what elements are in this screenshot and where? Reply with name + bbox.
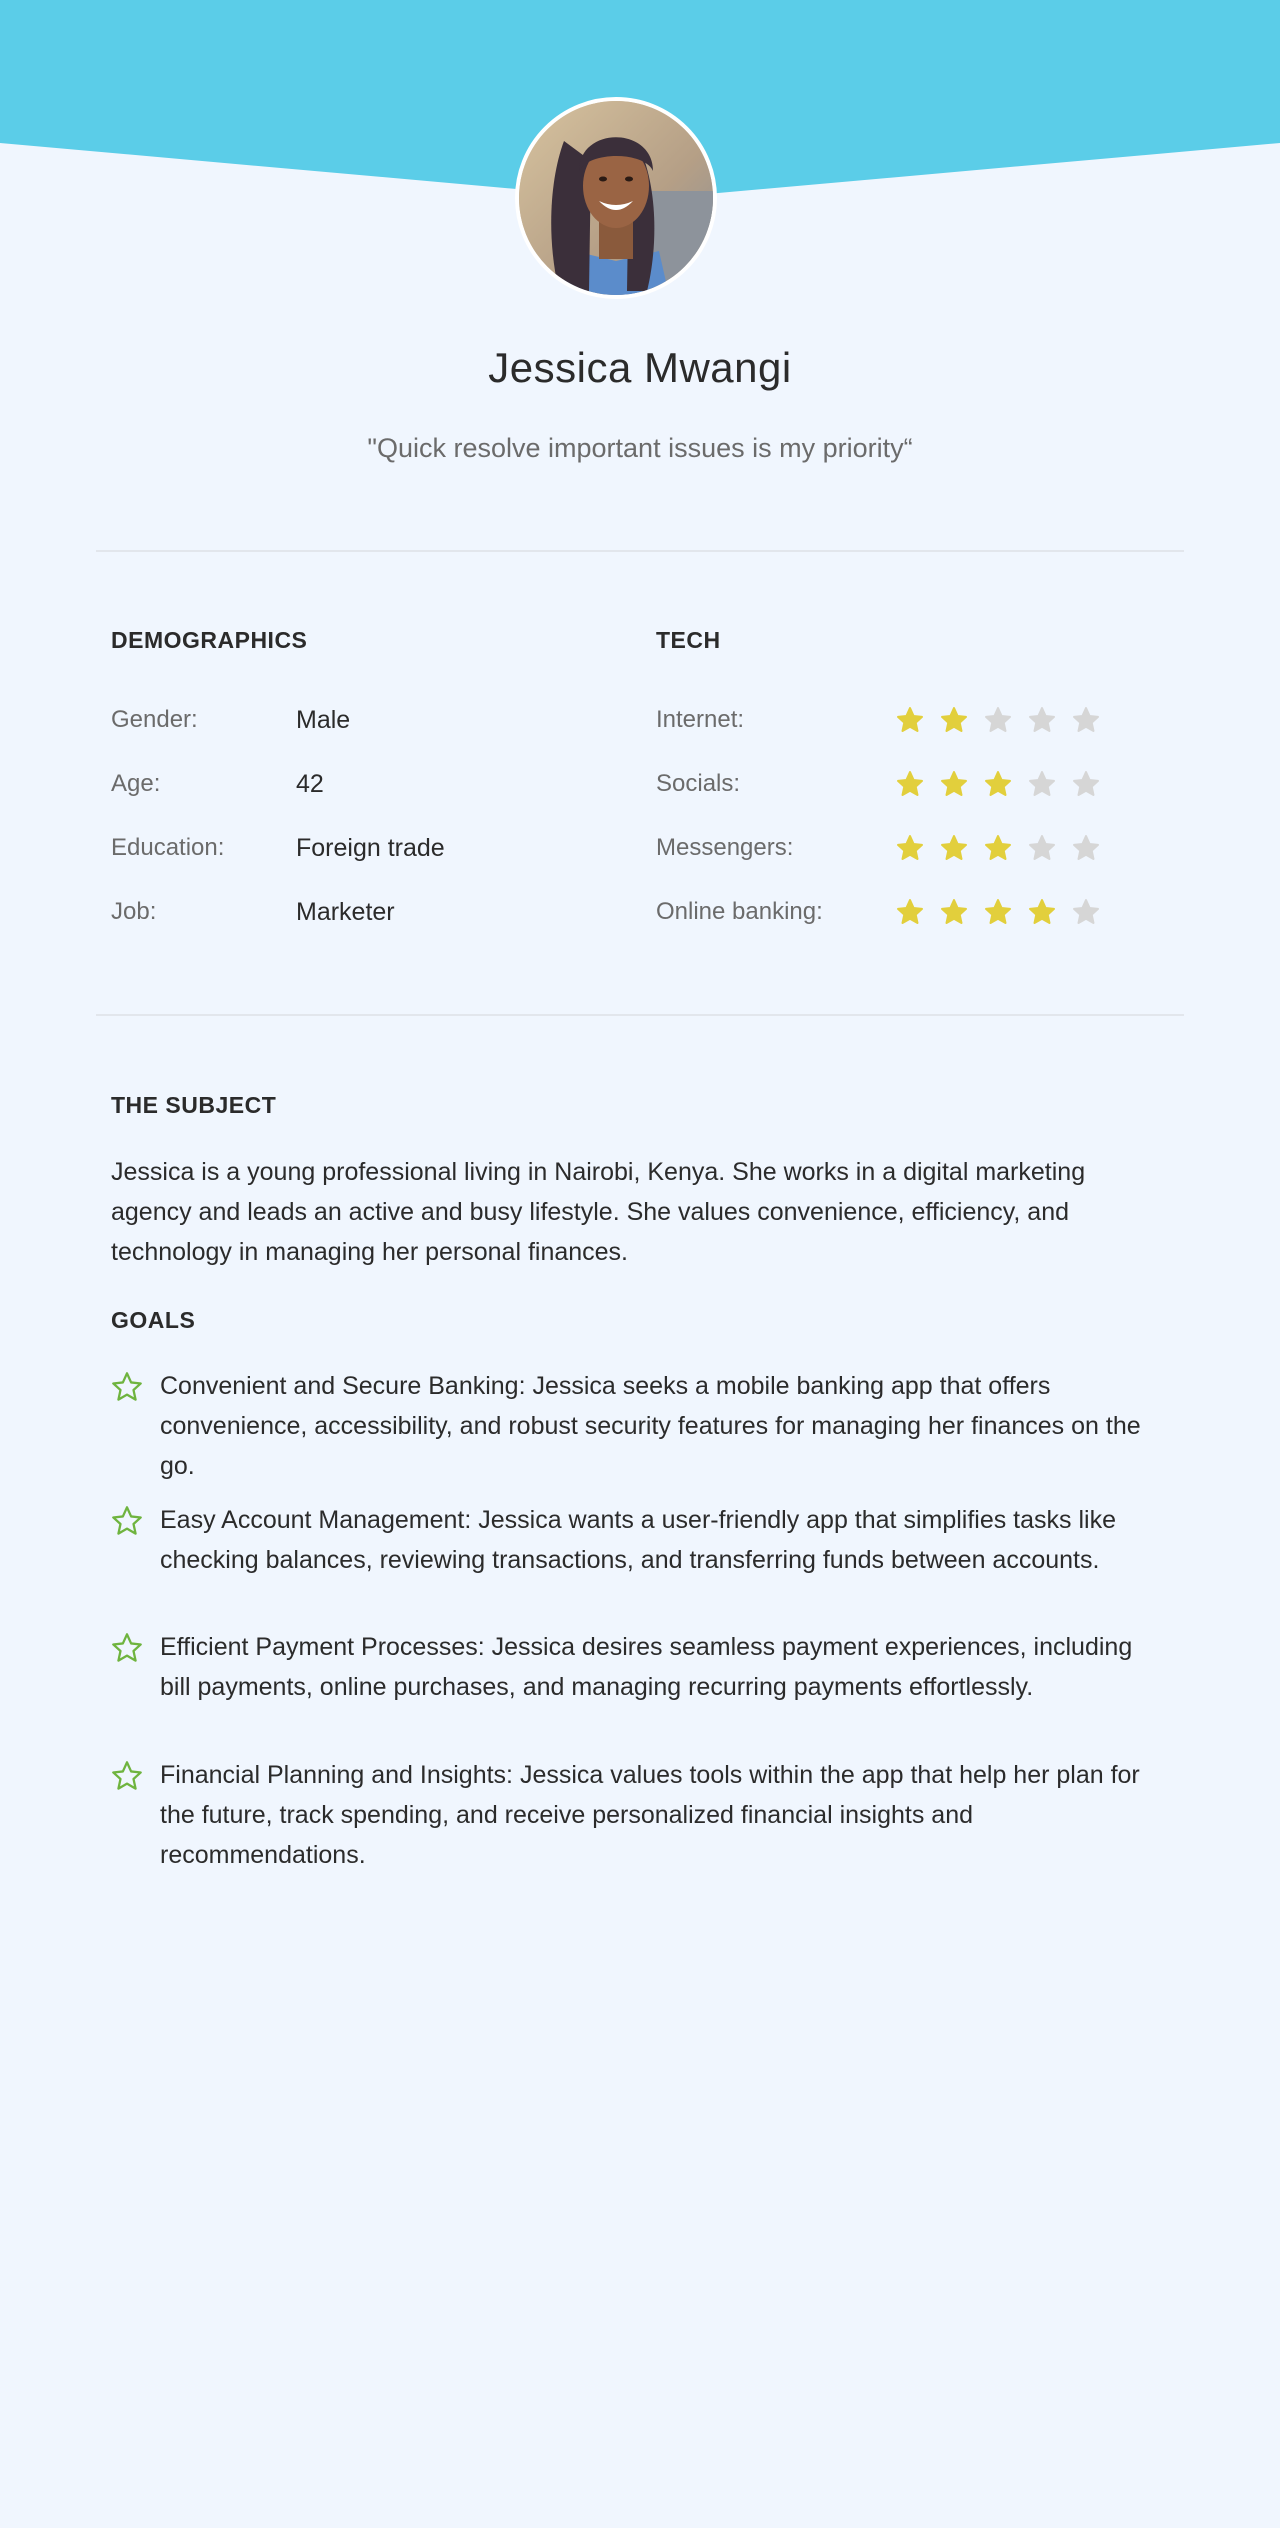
star-empty-icon <box>1072 898 1100 926</box>
goal-text: Financial Planning and Insights: Jessica values tools within the app that help her plan for the future, track spending, and receive personalized financial insights and recommendations. <box>160 1761 1140 1869</box>
demographics-row <box>111 892 591 932</box>
star-filled-icon <box>940 834 968 862</box>
star-outline-icon <box>111 1760 143 1792</box>
tech-row <box>656 700 1136 740</box>
demographics-row <box>111 700 591 740</box>
tech-label: Internet: <box>656 706 745 733</box>
goal-text: Efficient Payment Processes: Jessica desires seamless payment experiences, including bill payments, online purchases, and managing recurring payments effortlessly. <box>160 1633 1133 1701</box>
star-empty-icon <box>1028 706 1056 734</box>
tech-label: Online banking: <box>656 898 823 925</box>
star-empty-icon <box>1072 706 1100 734</box>
persona-quote: "Quick resolve important issues is my priority“ <box>367 433 913 463</box>
demographics-value: Foreign trade <box>296 834 445 862</box>
demographics-row <box>111 764 591 804</box>
tech-row <box>656 892 1136 932</box>
divider <box>96 1014 1184 1016</box>
tech-label: Messengers: <box>656 834 794 861</box>
star-filled-icon <box>940 770 968 798</box>
goal-text: Easy Account Management: Jessica wants a user-friendly app that simplifies tasks like checking balances, reviewing transactions, and transferring funds between accounts. <box>160 1506 1116 1574</box>
star-filled-icon <box>940 898 968 926</box>
persona-name: Jessica Mwangi <box>488 344 792 391</box>
demographics-label: Education: <box>111 834 225 861</box>
star-filled-icon <box>984 834 1012 862</box>
goals-title: GOALS <box>111 1307 196 1333</box>
demographics-title: DEMOGRAPHICS <box>111 627 308 653</box>
star-outline-icon <box>111 1371 143 1403</box>
star-empty-icon <box>1072 770 1100 798</box>
star-outline-icon <box>111 1505 143 1537</box>
star-empty-icon <box>984 706 1012 734</box>
demographics-value: Marketer <box>296 898 395 926</box>
demographics-row <box>111 828 591 868</box>
demographics-label: Gender: <box>111 706 198 733</box>
star-filled-icon <box>984 770 1012 798</box>
tech-row <box>656 828 1136 868</box>
star-filled-icon <box>896 898 924 926</box>
avatar <box>515 97 717 299</box>
goal-text: Convenient and Secure Banking: Jessica seeks a mobile banking app that offers convenience, accessibility, and robust security features for managing her finances on the go. <box>160 1372 1141 1480</box>
user-photo-icon <box>519 101 713 295</box>
subject-title: THE SUBJECT <box>111 1092 277 1118</box>
divider <box>96 550 1184 552</box>
star-empty-icon <box>1028 770 1056 798</box>
star-outline-icon <box>111 1632 143 1664</box>
star-filled-icon <box>896 706 924 734</box>
star-filled-icon <box>896 770 924 798</box>
star-filled-icon <box>984 898 1012 926</box>
star-filled-icon <box>896 834 924 862</box>
subject-description: Jessica is a young professional living in Nairobi, Kenya. She works in a digital marketing agency and leads an active and busy lifestyle. She values convenience, efficiency, and technology in managing her personal finances. <box>111 1158 1086 1266</box>
star-empty-icon <box>1028 834 1056 862</box>
demographics-label: Job: <box>111 898 157 925</box>
demographics-value: 42 <box>296 770 324 798</box>
demographics-label: Age: <box>111 770 161 797</box>
tech-title: TECH <box>656 627 721 653</box>
star-filled-icon <box>1028 898 1056 926</box>
star-empty-icon <box>1072 834 1100 862</box>
demographics-value: Male <box>296 706 351 734</box>
tech-label: Socials: <box>656 770 741 797</box>
tech-row <box>656 764 1136 804</box>
star-filled-icon <box>940 706 968 734</box>
